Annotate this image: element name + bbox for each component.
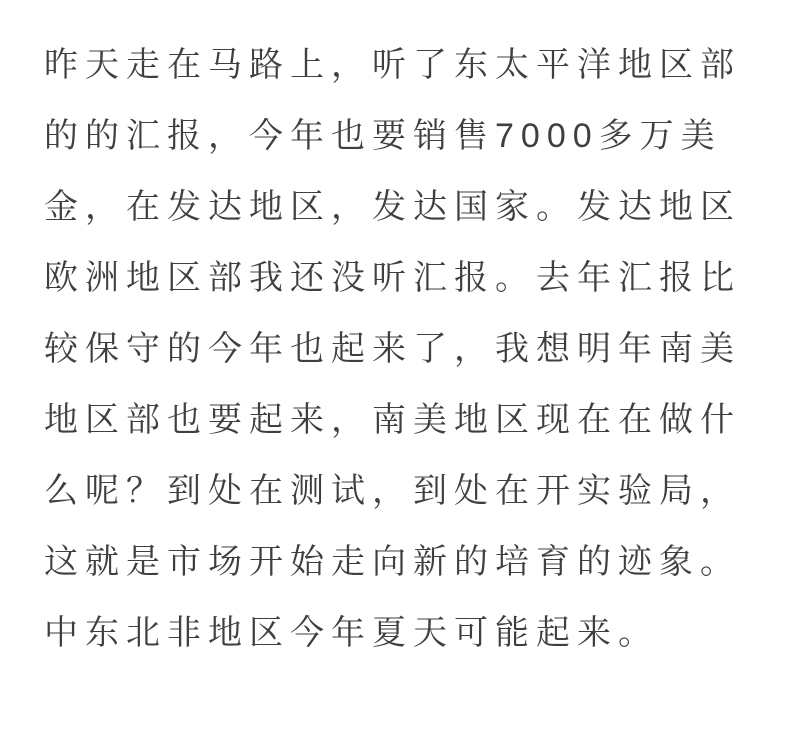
text-line: 金，在发达地区，发达国家。发达地区 (44, 188, 741, 226)
text-line: 欧洲地区部我还没听汇报。去年汇报比 (44, 259, 741, 297)
text-line: 较保守的今年也起来了，我想明年南美 (44, 330, 741, 368)
text-line: 这就是市场开始走向新的培育的迹象。 (44, 543, 741, 581)
text-line: 么呢？到处在测试，到处在开实验局， (44, 472, 741, 510)
text-line: 地区部也要起来，南美地区现在在做什 (44, 401, 741, 439)
text-line: 中东北非地区今年夏天可能起来。 (44, 614, 659, 652)
text-line: 的的汇报，今年也要销售7000多万美 (44, 117, 722, 155)
text-line: 昨天走在马路上，听了东太平洋地区部 (44, 46, 741, 84)
